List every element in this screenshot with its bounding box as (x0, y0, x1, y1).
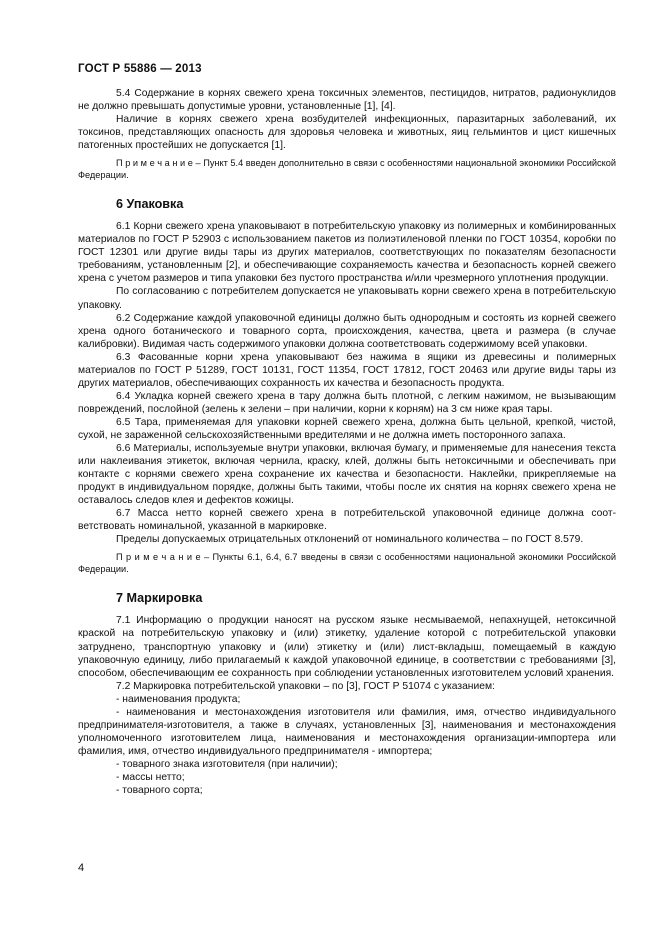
paragraph-5-4: 5.4 Содержание в корнях свежего хрена токсичных элементов, пестицидов, нитратов, радионуклидов не должно превышать допустимые уровни, установленные [1], [4]. (78, 88, 616, 113)
paragraph-7-2: 7.2 Маркировка потребительской упаковки – по [3], ГОСТ Р 51074 с указанием: (116, 680, 495, 692)
list-item: - наименования и местонахождения изготовителя или фамилия, имя, отчество индивидуального предпринимателя-изготовителя, а также в случаях, установленных [3], наименования и местонахождения уполномоченного изготовителем лица, наименования и местонахождения организации-импортера или фамилия, имя, отчество индивидуального предпринимателя - импортера; (78, 706, 616, 757)
paragraph-6-1: 6.1 Корни свежего хрена упаковывают в потребительскую упаковку из полимерных и комбинированных материалов по ГОСТ Р 52903 с использованием пакетов из полиэтиленовой пленки по ГОСТ 10354, коробки по ГОСТ 12301 или другие виды тары из других материалов, соответствующих по показателям безопасности требованиям, установленным [2], и обеспечивающие сохраняемость качества и безопасность корней свежего хрена с учетом размеров и типа упаковки без пустого пространства и/или чрезмерного уплотнения продукции. (78, 221, 616, 285)
paragraph-5-4-cont: Наличие в корнях свежего хрена возбудителей инфекционных, паразитарных заболеваний, их токсинов, представляющих опасность для здоровья человека и животных, яиц гельминтов и цист кишечных патогенных простейших не допускается [1]. (78, 114, 616, 152)
paragraph-6-3: 6.3 Фасованные корни хрена упаковывают без нажима в ящики из древесины и полимерных материалов по ГОСТ Р 51289, ГОСТ 10131, ГОСТ 11354, ГОСТ 17812, ГОСТ 20463 или другие виды тары из других материалов, обеспечивающих сохранность их качества и безопасность продукта. (78, 351, 616, 389)
section-6-title: 6 Упаковка (116, 197, 184, 212)
list-item: - товарного сорта; (116, 785, 203, 797)
list-item: - массы нетто; (116, 771, 185, 783)
paragraph-7-1: 7.1 Информацию о продукции наносят на русском языке несмываемой, непахнущей, нетоксичной краской на потребительскую упаковку и (или) этикетку, удаление которой с потребительской упаковки затруднено, транспортную упаковку и (или) этикетку и (или) лист-вкладыш, помещаемый в каждую упаковочную единицу, либо прилагаемый к каждой упаковочной единице, в соответствии с требованиями [3], способом, обеспечивающим ее сохранность при соблюдении установленных изготовителем условий хранения. (78, 615, 616, 679)
paragraph-6-2: 6.2 Содержание каждой упаковочной единицы должно быть однородным и состоять из корней свежего хрена одного ботанического и товарного сорта, происхождения, качества, цвета и размера (в случае калибровки). Видимая часть содержимого упаковки должна соответствовать содержимому всей упаковки. (78, 312, 616, 350)
paragraph-6-5: 6.5 Тара, применяемая для упаковки корней свежего хрена, должна быть цельной, крепкой, чистой, сухой, не зараженной сельскохозяйственными вредителями и не должна иметь посторонного запаха. (78, 416, 616, 441)
paragraph-6-1-cont: По согласованию с потребителем допускается не упаковывать корни свежего хрена в потребительскую упаковку. (78, 286, 616, 311)
note-5-4: П р и м е ч а н и е – Пункт 5.4 введен дополнительно в связи с особенностями национальной экономики Российской Федерации. (78, 158, 616, 181)
paragraph-6-4: 6.4 Укладка корней свежего хрена в тару должна быть плотной, с легким нажимом, не вызывающим повреждений, послойной (зелень к зелени – при наличии, корни к корням) на 3 см ниже края тары. (78, 390, 616, 415)
page-number: 4 (78, 862, 85, 874)
list-item: - наименования продукта; (116, 693, 241, 705)
section-7-title: 7 Маркировка (116, 591, 203, 606)
note-6: П р и м е ч а н и е – Пункты 6.1, 6.4, 6.7 введены в связи с особенностями национальной экономики Российской Федерации. (78, 552, 616, 575)
paragraph-6-6: 6.6 Материалы, используемые внутри упаковки, включая бумагу, и применяемые для нанесения текста или наклеивания этикеток, включая чернила, краску, клей, должны быть нетоксичными и обеспечивать при контакте с корнями свежего хрена сохранение их качества и безопасности. Наклейки, прикрепляемые на продукт в индивидуальном порядке, должны быть такими, чтобы после их снятия на корнях свежего хрена не оставалось следов клея и дефектов кожицы. (78, 443, 616, 507)
document-body (78, 87, 616, 797)
list-item: - товарного знака изготовителя (при наличии); (116, 758, 338, 770)
paragraph-6-7: 6.7 Масса нетто корней свежего хрена в потребительской упаковочной единице должна соответствовать номинальной, указанной в маркировке. (78, 508, 616, 533)
paragraph-6-7-cont: Пределы допускаемых отрицательных отклонений от номинального количества – по ГОСТ 8.579. (116, 534, 584, 546)
standard-header: ГОСТ Р 55886 — 2013 (78, 63, 202, 75)
